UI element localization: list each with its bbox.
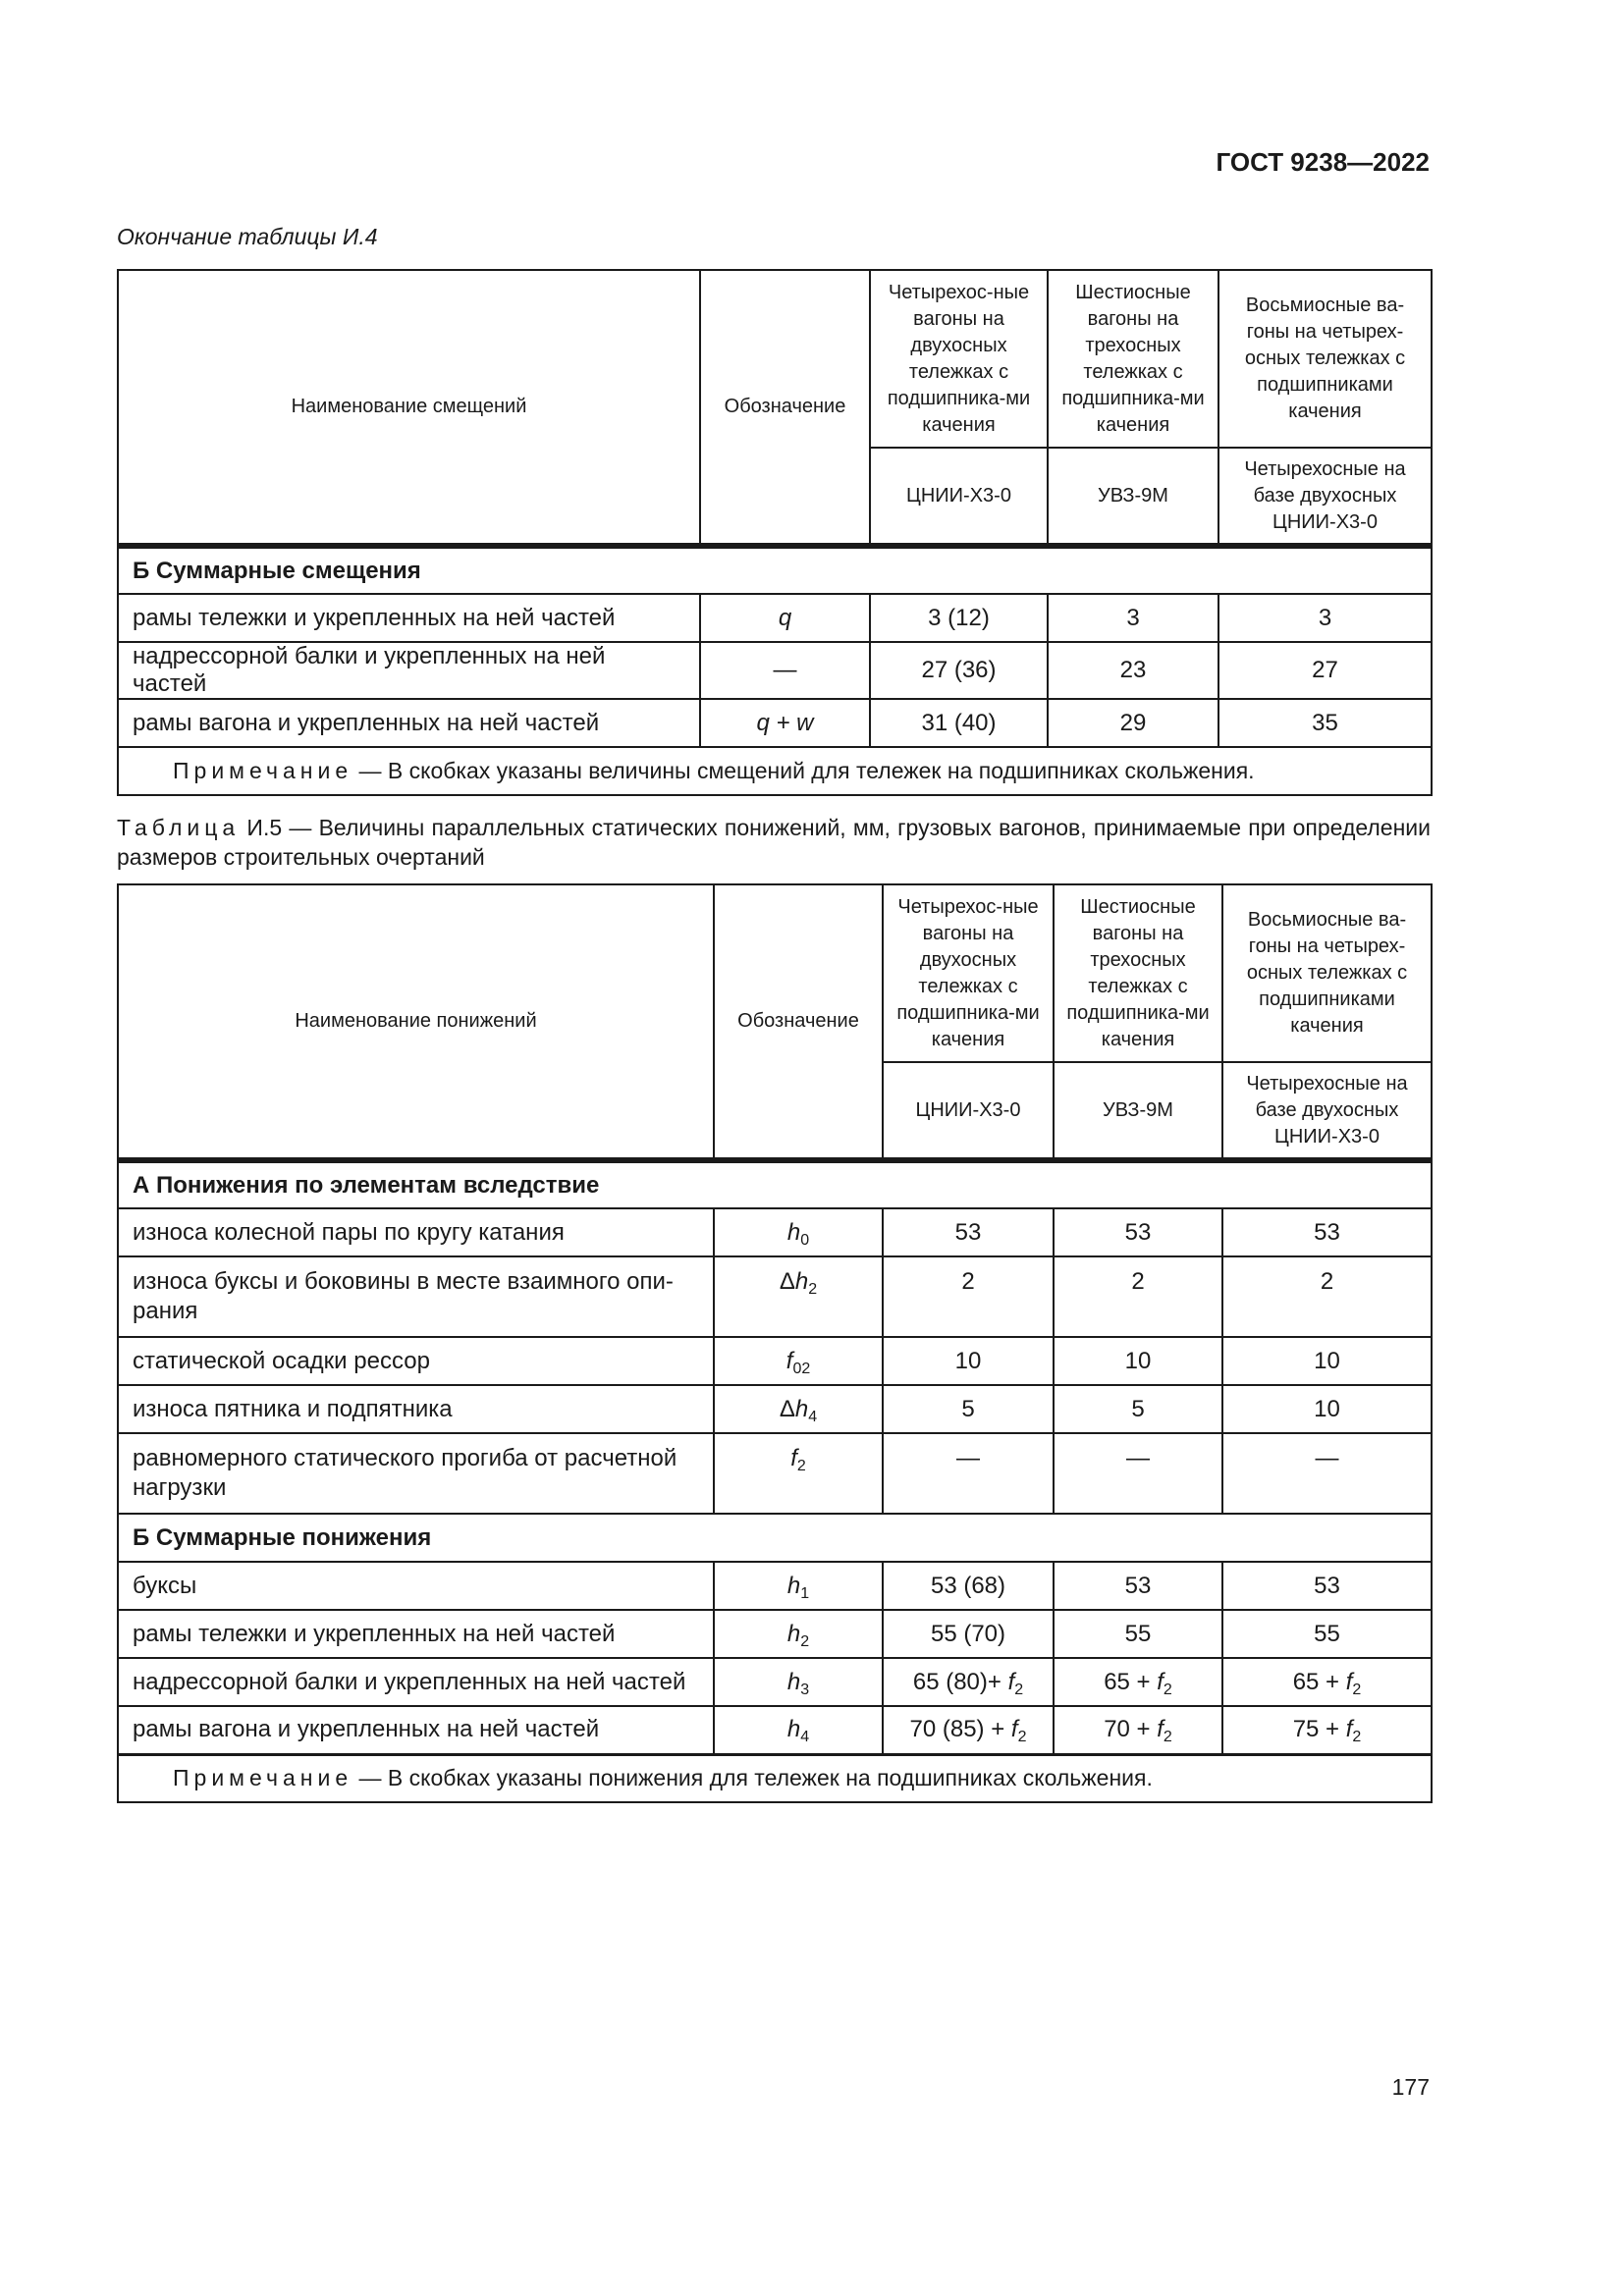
- row-symbol: $h_3$: [714, 1658, 883, 1706]
- table-row: [118, 699, 1432, 747]
- table-4-caption: Окончание таблицы И.4: [117, 224, 378, 249]
- cell-c: —: [1222, 1433, 1432, 1514]
- row-symbol: $f_{02}$: [714, 1337, 883, 1385]
- row-name: надрессорной балки и укрепленных на ней частей: [118, 1658, 714, 1706]
- row-name: износа буксы и боковины в месте взаимного опи-рания: [118, 1256, 714, 1337]
- row-symbol: $h_4$: [714, 1706, 883, 1754]
- header-symbol: Обозначение: [700, 270, 870, 546]
- header-col-c: Восьмиосные ва-гоны на четырех-осных тележках с подшипниками качения: [1222, 884, 1432, 1062]
- note-label: Примечание: [173, 1765, 353, 1791]
- table-row: [118, 1256, 1432, 1337]
- cell-c: $65 + f_2$: [1222, 1658, 1432, 1706]
- page-number: 177: [1391, 2074, 1430, 2100]
- caption-text: И.5 — Величины параллельных статических понижений, мм, грузовых вагонов, принимаемые при определении размеров строительных очертаний: [117, 815, 1431, 870]
- cell-c: 53: [1222, 1562, 1432, 1610]
- cell-a: 27 (36): [870, 642, 1048, 699]
- row-symbol: $h_1$: [714, 1562, 883, 1610]
- cell-b: 10: [1054, 1337, 1222, 1385]
- cell-a: 70 $(85) + f_2$: [883, 1706, 1054, 1754]
- table-row: [118, 594, 1432, 642]
- table-row: [118, 1208, 1432, 1256]
- row-symbol: q: [700, 594, 870, 642]
- row-symbol: $h_0$: [714, 1208, 883, 1256]
- table-row: [118, 1433, 1432, 1514]
- row-symbol: —: [700, 642, 870, 699]
- row-name: рамы вагона и укрепленных на ней частей: [118, 699, 700, 747]
- table-5-caption: [117, 813, 1431, 872]
- cell-b: $70 + f_2$: [1054, 1706, 1222, 1754]
- cell-a: 65 $(80)+ f_2$: [883, 1658, 1054, 1706]
- row-name: надрессорной балки и укрепленных на ней частей: [118, 642, 700, 699]
- header-col-b: Шестиосные вагоны на трехосных тележках с подшипника-ми качения: [1054, 884, 1222, 1062]
- cell-c: 2: [1222, 1256, 1432, 1337]
- type-b: УВЗ-9М: [1048, 448, 1218, 546]
- table-4: [117, 269, 1433, 796]
- row-symbol: $\Delta h_4$: [714, 1385, 883, 1433]
- cell-a: 10: [883, 1337, 1054, 1385]
- header-col-a: Четырехос-ные вагоны на двухосных тележках с подшипника-ми качения: [870, 270, 1048, 448]
- cell-c: 10: [1222, 1385, 1432, 1433]
- section-heading: Б Суммарные понижения: [118, 1514, 1432, 1562]
- cell-c: 55: [1222, 1610, 1432, 1658]
- header-symbol: Обозначение: [714, 884, 883, 1160]
- table-5: [117, 883, 1433, 1803]
- cell-b: $65 + f_2$: [1054, 1658, 1222, 1706]
- row-symbol: $\Delta h_2$: [714, 1256, 883, 1337]
- cell-a: 53: [883, 1208, 1054, 1256]
- table-note: [118, 1754, 1432, 1802]
- header-name: Наименование понижений: [118, 884, 714, 1160]
- type-c: Четырехосные на базе двухосных ЦНИИ-Х3-0: [1218, 448, 1432, 546]
- cell-c: 35: [1218, 699, 1432, 747]
- type-a: ЦНИИ-Х3-0: [883, 1062, 1054, 1160]
- cell-a: 2: [883, 1256, 1054, 1337]
- cell-b: 3: [1048, 594, 1218, 642]
- type-c: Четырехосные на базе двухосных ЦНИИ-Х3-0: [1222, 1062, 1432, 1160]
- cell-c: 53: [1222, 1208, 1432, 1256]
- table-row: [118, 1658, 1432, 1706]
- cell-b: 23: [1048, 642, 1218, 699]
- note-label: Примечание: [173, 758, 353, 783]
- header-name: Наименование смещений: [118, 270, 700, 546]
- cell-b: 53: [1054, 1562, 1222, 1610]
- cell-a: 3 (12): [870, 594, 1048, 642]
- table-row: [118, 1706, 1432, 1754]
- section-heading: Б Суммарные смещения: [118, 546, 1432, 594]
- row-symbol: $h_2$: [714, 1610, 883, 1658]
- row-name: износа колесной пары по кругу катания: [118, 1208, 714, 1256]
- row-name: рамы тележки и укрепленных на ней частей: [118, 594, 700, 642]
- cell-b: 53: [1054, 1208, 1222, 1256]
- row-name: рамы тележки и укрепленных на ней частей: [118, 1610, 714, 1658]
- section-heading: А Понижения по элементам вследствие: [118, 1160, 1432, 1208]
- cell-b: 55: [1054, 1610, 1222, 1658]
- row-symbol: $f_2$: [714, 1433, 883, 1514]
- type-b: УВЗ-9М: [1054, 1062, 1222, 1160]
- cell-c: 10: [1222, 1337, 1432, 1385]
- cell-b: 5: [1054, 1385, 1222, 1433]
- cell-b: 2: [1054, 1256, 1222, 1337]
- note-text: — В скобках указаны понижения для тележек на подшипниках скольжения.: [352, 1765, 1153, 1791]
- cell-b: —: [1054, 1433, 1222, 1514]
- row-name: износа пятника и подпятника: [118, 1385, 714, 1433]
- header-col-b: Шестиосные вагоны на трехосных тележках с подшипника-ми качения: [1048, 270, 1218, 448]
- table-row: [118, 1385, 1432, 1433]
- cell-b: 29: [1048, 699, 1218, 747]
- cell-c: $75 + f_2$: [1222, 1706, 1432, 1754]
- row-name: равномерного статического прогиба от расчетной нагрузки: [118, 1433, 714, 1514]
- note-text: — В скобках указаны величины смещений для тележек на подшипниках скольжения.: [352, 758, 1255, 783]
- header-col-c: Восьмиосные ва-гоны на четырех-осных тележках с подшипниками качения: [1218, 270, 1432, 448]
- document-code: ГОСТ 9238—2022: [1216, 147, 1430, 177]
- row-name: буксы: [118, 1562, 714, 1610]
- cell-a: 31 (40): [870, 699, 1048, 747]
- caption-label: Таблица: [117, 815, 241, 840]
- table-row: [118, 642, 1432, 699]
- row-symbol: q + w: [700, 699, 870, 747]
- header-col-a: Четырехос-ные вагоны на двухосных тележках с подшипника-ми качения: [883, 884, 1054, 1062]
- table-row: [118, 1337, 1432, 1385]
- cell-a: 55 (70): [883, 1610, 1054, 1658]
- cell-a: 53 (68): [883, 1562, 1054, 1610]
- cell-c: 27: [1218, 642, 1432, 699]
- row-name: рамы вагона и укрепленных на ней частей: [118, 1706, 714, 1754]
- cell-c: 3: [1218, 594, 1432, 642]
- table-note: [118, 747, 1432, 795]
- table-row: [118, 1562, 1432, 1610]
- cell-a: —: [883, 1433, 1054, 1514]
- row-name: статической осадки рессор: [118, 1337, 714, 1385]
- type-a: ЦНИИ-Х3-0: [870, 448, 1048, 546]
- table-row: [118, 1610, 1432, 1658]
- cell-a: 5: [883, 1385, 1054, 1433]
